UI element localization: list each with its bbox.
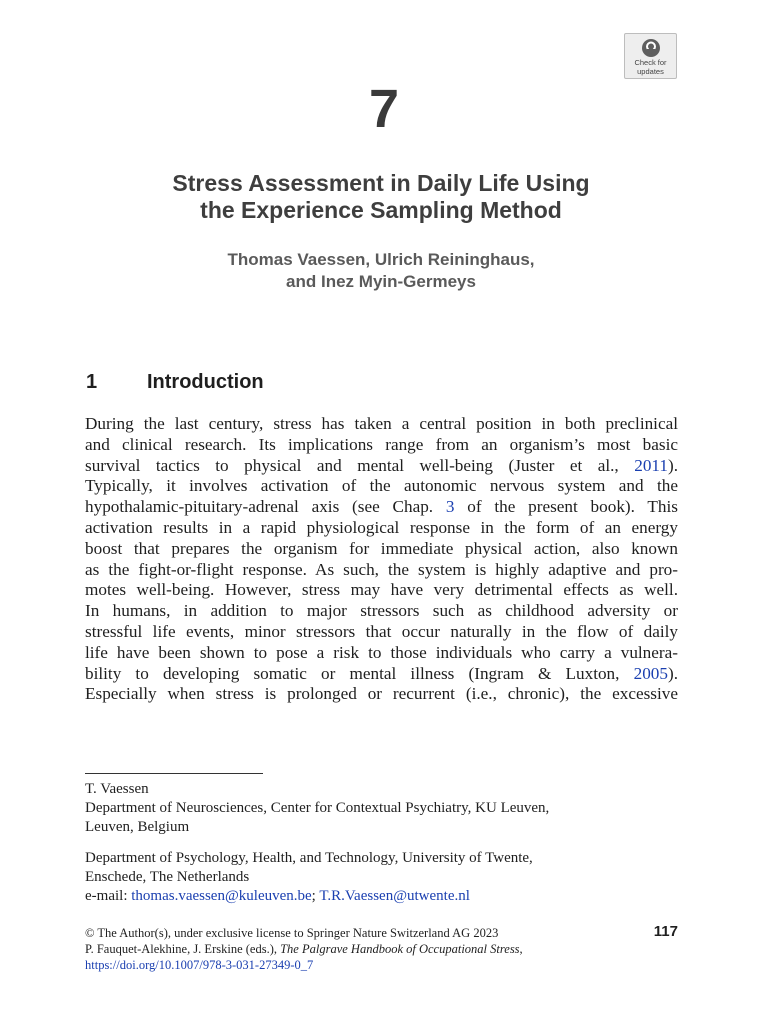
body-text: ).	[667, 455, 678, 475]
body-line: Typically, it involves activation of the autonomic nervous system and the	[85, 476, 678, 496]
body-text: hypothalamic-pituitary-adrenal axis (see Chap.	[85, 497, 446, 517]
check-for-updates-badge[interactable]	[624, 33, 677, 79]
body-line: life have been shown to pose a risk to those individuals who carry a vulnera-	[85, 642, 678, 662]
doi-link[interactable]: https://doi.org/10.1007/978-3-031-27349-0_7	[85, 958, 314, 972]
chapter-authors	[0, 249, 762, 293]
affiliation-line: Department of Neurosciences, Center for Contextual Psychiatry, KU Leuven,	[85, 800, 550, 816]
body-line	[85, 497, 678, 518]
crossmark-icon	[641, 38, 661, 58]
body-line: activation results in a rapid physiological response in the form of an energy	[85, 517, 678, 537]
body-text: survival tactics to physical and mental well-being (Juster et al.,	[85, 455, 635, 475]
body-line: stressful life events, minor stressors that occur naturally in the flow of daily	[85, 621, 678, 641]
footnote-divider	[85, 773, 263, 774]
footnote-author-name: T. Vaessen	[85, 781, 149, 797]
body-line: During the last century, stress has taken a central position in both preclinical	[85, 414, 678, 433]
footnote-affiliation-1	[85, 780, 685, 837]
section-heading	[86, 370, 264, 394]
email-line	[85, 887, 685, 906]
punctuation: ,	[519, 942, 523, 956]
editors-text: P. Fauquet-Alekhine, J. Erskine (eds.),	[85, 942, 281, 956]
footnote-affiliation-2	[85, 849, 685, 906]
chapter-title-line-1: Stress Assessment in Daily Life Using	[172, 170, 590, 196]
citation-line	[85, 941, 645, 957]
section-number: 1	[86, 371, 98, 393]
body-line: In humans, in addition to major stressors such as childhood adversity or	[85, 601, 678, 621]
body-line	[85, 456, 678, 477]
body-line	[85, 664, 678, 685]
copyright-block	[85, 925, 645, 973]
citation-link-2005[interactable]: 2005	[633, 663, 668, 683]
badge-line-1: Check for	[634, 58, 667, 67]
citation-link-2011[interactable]: 2011	[634, 455, 668, 475]
chapter-number: 7	[368, 79, 400, 139]
email-link-utwente[interactable]: T.R.Vaessen@utwente.nl	[319, 888, 470, 904]
chapter-title	[0, 170, 762, 224]
section-title: Introduction	[147, 371, 264, 393]
email-label: e-mail:	[85, 888, 132, 904]
body-line: and clinical research. Its implications range from an organism’s most basic	[85, 434, 678, 454]
body-line: Especially when stress is prolonged or recurrent (i.e., chronic), the excessive	[85, 684, 678, 704]
badge-line-2: updates	[637, 67, 664, 76]
body-line: boost that prepares the organism for immediate physical action, also known	[85, 538, 678, 558]
affiliation-line: Enschede, The Netherlands	[85, 869, 250, 885]
email-separator: ;	[311, 888, 320, 904]
affiliation-line: Leuven, Belgium	[85, 819, 190, 835]
body-paragraph	[85, 414, 678, 705]
chapter-title-line-2: the Experience Sampling Method	[200, 197, 562, 223]
authors-line-1: Thomas Vaessen, Ulrich Reininghaus,	[227, 250, 535, 269]
page-number: 117	[653, 923, 678, 940]
copyright-line: © The Author(s), under exclusive license to Springer Nature Switzerland AG 2023	[85, 926, 499, 940]
body-line: as the fight-or-flight response. As such, the system is highly adaptive and pro-	[85, 559, 678, 579]
body-text: bility to developing somatic or mental illness (Ingram & Luxton,	[85, 663, 634, 683]
authors-line-2: and Inez Myin-Germeys	[286, 272, 476, 291]
affiliation-line: Department of Psychology, Health, and Technology, University of Twente,	[85, 850, 533, 866]
email-link-kuleuven[interactable]: thomas.vaessen@kuleuven.be	[131, 888, 312, 904]
body-text: ).	[667, 663, 678, 683]
body-line: motes well-being. However, stress may have very detrimental effects as well.	[85, 580, 678, 600]
body-text: of the present book). This	[454, 497, 678, 517]
chapter-link-3[interactable]: 3	[445, 497, 455, 517]
book-title: The Palgrave Handbook of Occupational Stress	[280, 942, 520, 956]
